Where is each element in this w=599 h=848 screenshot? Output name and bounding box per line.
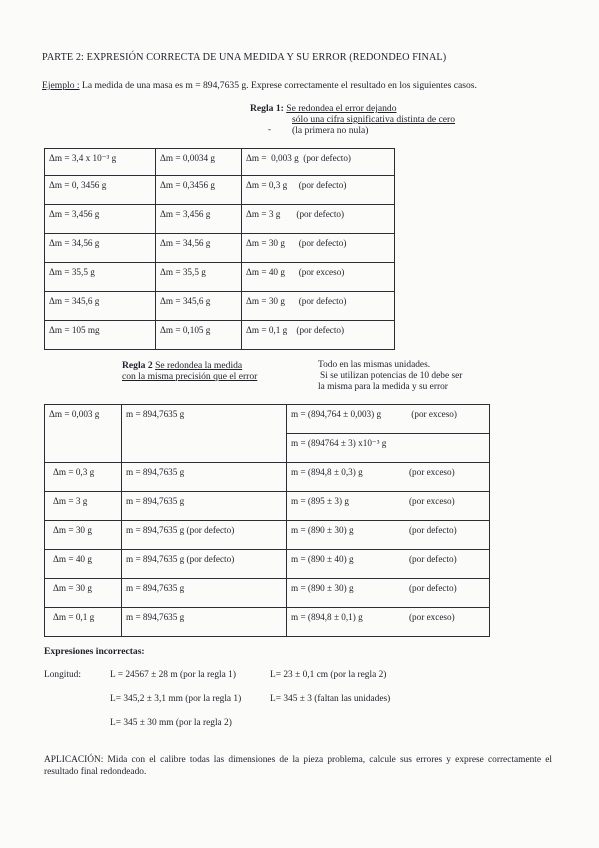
table-row bbox=[45, 292, 395, 321]
table-cell: Δm = 3 g bbox=[45, 492, 122, 521]
table-cell bbox=[287, 550, 490, 579]
result-note: (por exceso) bbox=[409, 496, 455, 506]
result-value: m = (890 ± 40) g bbox=[291, 554, 354, 564]
table-cell: Δm = 0, 3456 g bbox=[45, 176, 156, 205]
incorrect-3a: L= 345 ± 30 mm (por la regla 2) bbox=[110, 718, 232, 728]
table-cell: Δm = 40 g (por exceso) bbox=[242, 263, 395, 292]
table-cell: Δm = 40 g bbox=[45, 550, 122, 579]
rule1-line1: Se redondea el error dejando bbox=[286, 103, 397, 114]
rule1-table bbox=[44, 148, 395, 350]
table-cell: m = 894,7635 g (por defecto) bbox=[122, 550, 287, 579]
table-row bbox=[45, 205, 395, 234]
table-row bbox=[45, 492, 490, 521]
incorrect-1b: L= 23 ± 0,1 cm (por la regla 2) bbox=[270, 670, 387, 680]
table-cell: Δm = 0,3 g bbox=[45, 463, 122, 492]
table-cell: Δm = 0,003 g (por defecto) bbox=[242, 149, 395, 176]
incorrect-heading: Expresiones incorrectas: bbox=[44, 646, 145, 657]
table-row bbox=[45, 263, 395, 292]
table-cell: Δm = 345,6 g bbox=[45, 292, 156, 321]
result-value: m = (890 ± 30) g bbox=[291, 583, 354, 593]
result-value: m = (894,764 ± 0,003) g bbox=[291, 409, 382, 419]
table-row bbox=[45, 149, 395, 176]
result-value: m = (890 ± 30) g bbox=[291, 525, 354, 535]
page-title: PARTE 2: EXPRESIÓN CORRECTA DE UNA MEDIDA Y SU ERROR (REDONDEO FINAL) bbox=[42, 52, 447, 63]
table-row bbox=[45, 521, 490, 550]
rule1-line2: sólo una cifra significativa distinta de cero bbox=[292, 114, 456, 125]
application-paragraph: APLICACIÓN: Mida con el calibre todas las dimensiones de la pieza problema, calcule sus errores y exprese correctamente el resultado final redondeado. bbox=[44, 755, 552, 777]
table-row bbox=[45, 405, 490, 434]
incorrect-2b: L= 345 ± 3 (faltan las unidades) bbox=[270, 694, 391, 704]
example-label: Ejemplo : bbox=[42, 80, 80, 91]
rule1-line3: (la primera no nula) bbox=[292, 125, 369, 136]
table-cell: Δm = 0,1 g bbox=[45, 608, 122, 637]
table-cell: Δm = 0,105 g bbox=[156, 321, 242, 350]
rule2-note-line1: Todo en las mismas unidades. bbox=[318, 360, 431, 370]
example-paragraph bbox=[42, 80, 477, 91]
incorrect-line-2 bbox=[110, 694, 391, 704]
table-cell: m = 894,7635 g bbox=[122, 579, 287, 608]
table-cell: m = 894,7635 g bbox=[122, 463, 287, 492]
result-note: (por exceso) bbox=[411, 409, 457, 419]
length-label: Longitud: bbox=[44, 670, 81, 680]
table-row bbox=[45, 579, 490, 608]
result-note: (por exceso) bbox=[409, 467, 455, 477]
table-cell: Δm = 0,3 g (por defecto) bbox=[242, 176, 395, 205]
table-cell bbox=[287, 463, 490, 492]
table-cell: m = 894,7635 g bbox=[122, 608, 287, 637]
rule2-line1: Se redondea la medida bbox=[155, 360, 243, 371]
result-note: (por defecto) bbox=[409, 583, 457, 593]
table-cell: m = 894,7635 g bbox=[122, 405, 287, 463]
table-cell: Δm = 3,456 g bbox=[45, 205, 156, 234]
rule2-block bbox=[122, 360, 257, 382]
result-value: m = (894,8 ± 0,1) g bbox=[291, 612, 363, 622]
table-cell: Δm = 3,4 x 10⁻³ g bbox=[45, 149, 156, 176]
table-cell: Δm = 3 g (por defecto) bbox=[242, 205, 395, 234]
table-row bbox=[45, 176, 395, 205]
table-row bbox=[45, 321, 395, 350]
rule2-note-line3: la misma para la medida y su error bbox=[318, 382, 448, 392]
table-cell: Δm = 30 g bbox=[45, 579, 122, 608]
rule2-line2: con la misma precisión que el error bbox=[122, 371, 258, 382]
table-cell: Δm = 35,5 g bbox=[45, 263, 156, 292]
table-cell: Δm = 34,56 g bbox=[45, 234, 156, 263]
rule1-block bbox=[250, 103, 455, 136]
rule2-note-line2: Si se utilizan potencias de 10 debe ser bbox=[320, 371, 463, 381]
incorrect-2a: L= 345,2 ± 3,1 mm (por la regla 1) bbox=[110, 694, 242, 704]
table-cell: Δm = 0,0034 g bbox=[156, 149, 242, 176]
table-cell: Δm = 0,1 g (por defecto) bbox=[242, 321, 395, 350]
table-cell: Δm = 0,3456 g bbox=[156, 176, 242, 205]
stray-dash: - bbox=[268, 124, 271, 134]
table-row bbox=[45, 463, 490, 492]
incorrect-1a: L = 24567 ± 28 m (por la regla 1) bbox=[110, 670, 236, 680]
table-cell: Δm = 30 g (por defecto) bbox=[242, 234, 395, 263]
table-cell: m = 894,7635 g (por defecto) bbox=[122, 521, 287, 550]
table-cell: Δm = 105 mg bbox=[45, 321, 156, 350]
table-row bbox=[45, 234, 395, 263]
table-cell bbox=[287, 579, 490, 608]
table-cell: m = (894764 ± 3) x10⁻³ g bbox=[287, 434, 490, 463]
table-cell: Δm = 35,5 g bbox=[156, 263, 242, 292]
table-cell: Δm = 345,6 g bbox=[156, 292, 242, 321]
table-cell: Δm = 30 g (por defecto) bbox=[242, 292, 395, 321]
table-cell: m = 894,7635 g bbox=[122, 492, 287, 521]
rule2-note bbox=[318, 360, 462, 393]
table-row bbox=[45, 550, 490, 579]
table-cell bbox=[287, 521, 490, 550]
example-text: La medida de una masa es m = 894,7635 g. Exprese correctamente el resultado en los siguientes casos. bbox=[81, 80, 477, 91]
result-value: m = (894,8 ± 0,3) g bbox=[291, 467, 363, 477]
table-row bbox=[45, 608, 490, 637]
rule2-table bbox=[44, 404, 490, 637]
result-note: (por exceso) bbox=[409, 612, 455, 622]
table-cell bbox=[287, 492, 490, 521]
table-cell: Δm = 30 g bbox=[45, 521, 122, 550]
table-cell: Δm = 0,003 g bbox=[45, 405, 122, 463]
rule1-label: Regla 1: bbox=[250, 103, 284, 114]
table-cell bbox=[287, 608, 490, 637]
table-cell: Δm = 34,56 g bbox=[156, 234, 242, 263]
table-cell bbox=[287, 405, 490, 434]
result-note: (por defecto) bbox=[409, 525, 457, 535]
result-note: (por defecto) bbox=[409, 554, 457, 564]
result-value: m = (895 ± 3) g bbox=[291, 496, 349, 506]
rule2-label: Regla 2 bbox=[122, 360, 153, 371]
table-cell: Δm = 3,456 g bbox=[156, 205, 242, 234]
incorrect-line-3 bbox=[110, 718, 232, 728]
incorrect-line-1 bbox=[110, 670, 387, 680]
